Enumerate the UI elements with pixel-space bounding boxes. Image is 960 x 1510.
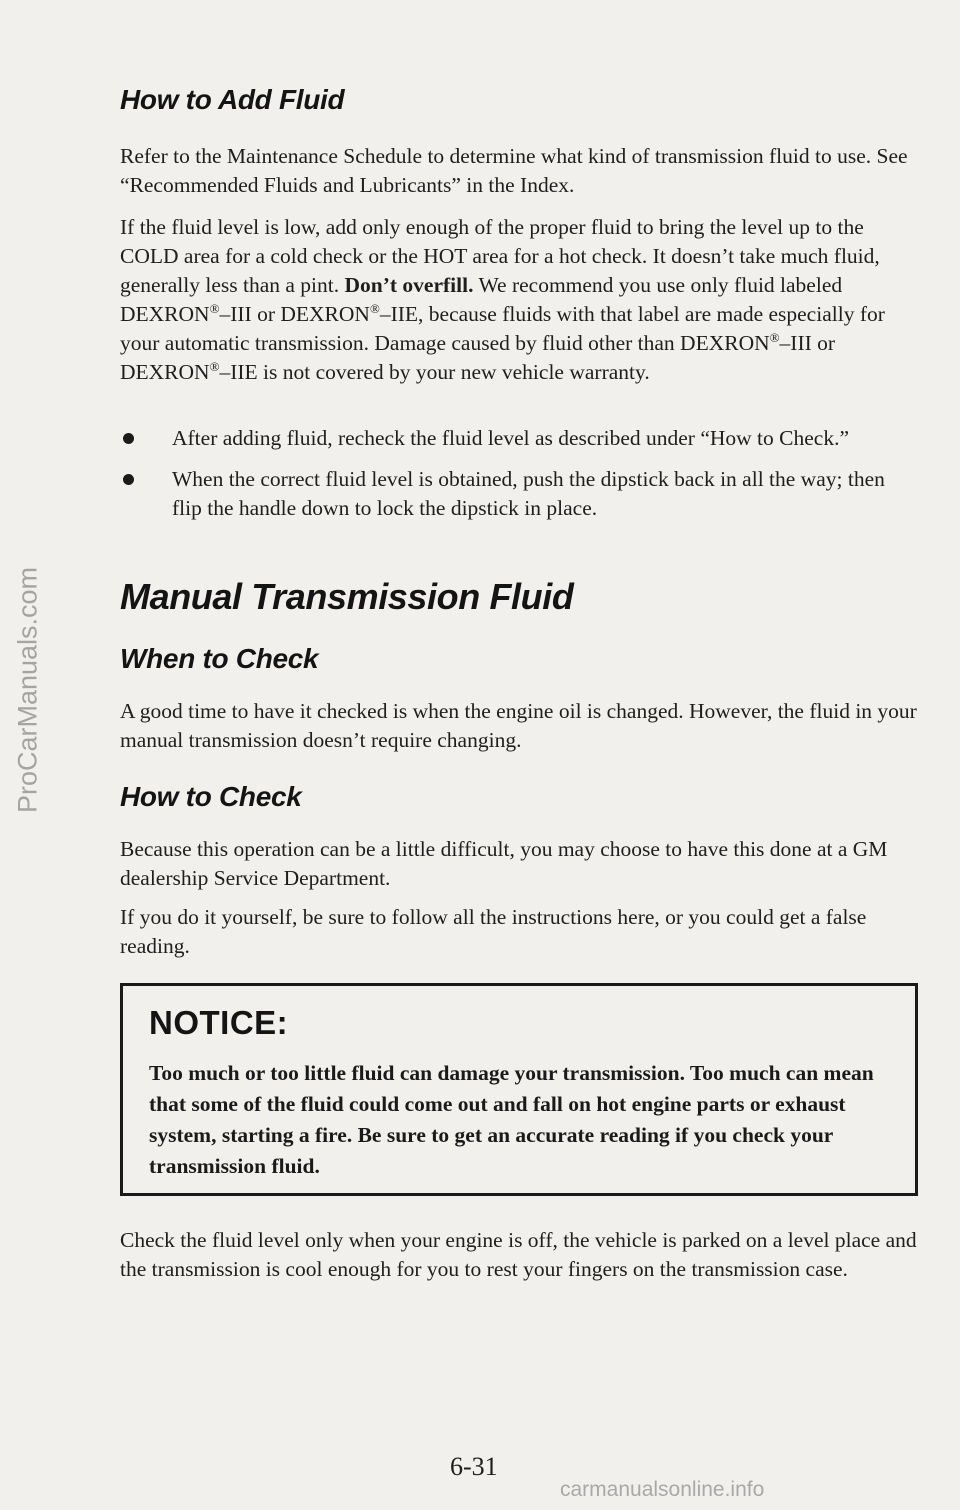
add-fluid-paragraph-1: Refer to the Maintenance Schedule to determine what kind of transmission fluid to use. See “Recommended Fluids and Lubricants” in the Index.	[120, 144, 908, 197]
how-to-check-paragraph-2: If you do it yourself, be sure to follow all the instructions here, or you could get a false reading.	[120, 905, 867, 958]
list-item	[120, 424, 920, 453]
closing-paragraph: Check the fluid level only when your engine is off, the vehicle is parked on a level place and the transmission is cool enough for you to rest your fingers on the transmission case.	[120, 1228, 917, 1281]
notice-box	[120, 983, 918, 1196]
manual-transmission-fluid-heading: Manual Transmission Fluid	[120, 576, 574, 617]
notice-title: NOTICE:	[149, 1004, 289, 1041]
para2-text-1: If the fluid level is low, add only enough of the proper fluid to bring the level up to the COLD area for a cold check or the HOT area for a hot check. It doesn’t take much fluid, generally less than a pint.	[120, 215, 880, 297]
registered-mark: ®	[209, 359, 220, 374]
bullet-text: After adding fluid, recheck the fluid level as described under “How to Check.”	[172, 426, 849, 450]
dont-overfill-warning: Don’t overfill.	[344, 273, 474, 297]
add-fluid-bullet-list	[120, 424, 920, 523]
registered-mark: ®	[369, 301, 380, 316]
page-number: 6-31	[450, 1452, 498, 1481]
para2-text-2: We recommend you use only fluid labeled DEXRON	[120, 273, 843, 326]
side-watermark-text: ProCarManuals.com	[12, 566, 43, 814]
para2-text-6: –IIE is not covered by your new vehicle warranty.	[219, 360, 650, 384]
para2-text-5: –III or DEXRON	[120, 331, 836, 384]
bullet-icon	[123, 433, 134, 444]
para2-text-4: –IIE, because fluids with that label are made especially for your automatic transmission. Damage caused by fluid other than DEXRON	[120, 302, 885, 355]
registered-mark: ®	[209, 301, 220, 316]
notice-text: Too much or too little fluid can damage your transmission. Too much can mean that some of the fluid could come out and fall on hot engine parts or exhaust system, starting a fire. Be sure to get an accurate reading if you check your transmission fluid.	[149, 1061, 874, 1178]
how-to-check-heading: How to Check	[120, 781, 302, 812]
add-fluid-paragraph-2	[120, 213, 920, 387]
when-to-check-heading: When to Check	[120, 643, 319, 674]
how-to-check-paragraph-1: Because this operation can be a little difficult, you may choose to have this done at a GM dealership Service Department.	[120, 837, 888, 890]
list-item	[120, 465, 920, 523]
registered-mark: ®	[769, 330, 780, 345]
bullet-icon	[123, 474, 134, 485]
para2-text-3: –III or DEXRON	[219, 302, 370, 326]
side-watermark	[8, 480, 48, 900]
bullet-text: When the correct fluid level is obtained, push the dipstick back in all the way; then flip the handle down to lock the dipstick in place.	[172, 467, 885, 520]
footer-watermark: carmanualsonline.info	[560, 1478, 765, 1501]
how-to-add-fluid-heading: How to Add Fluid	[120, 84, 345, 115]
when-to-check-paragraph: A good time to have it checked is when the engine oil is changed. However, the fluid in your manual transmission doesn’t require changing.	[120, 699, 917, 752]
